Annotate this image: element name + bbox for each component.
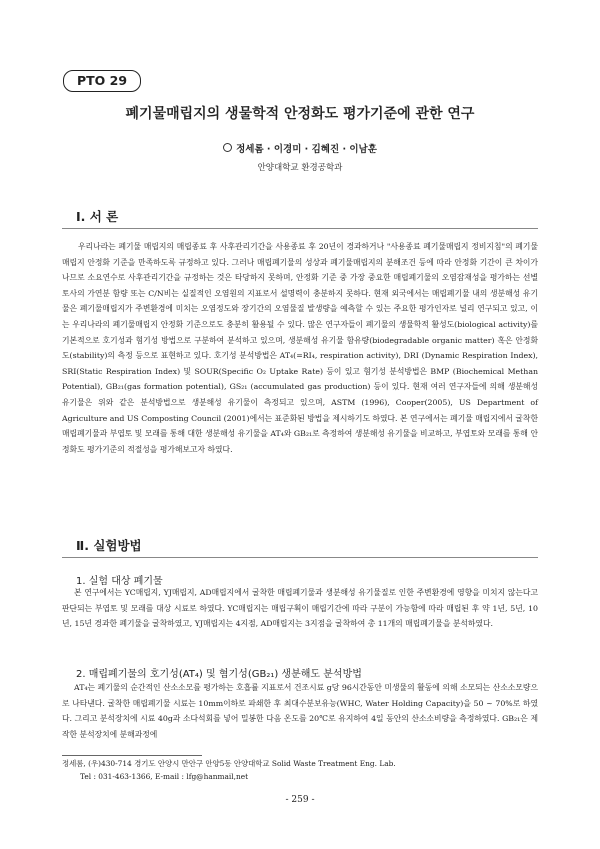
intro-paragraph: 우리나라는 폐기물 매립지의 매립종료 후 사후관리기간을 사용종료 후 20년이 경과하거나 "사용종료 폐기물매립지 정비지침"의 폐기물매립지 안정화 기준을 만족하도록 규정하고 있다. 그러나 매립폐기물의 성상과 폐기물매립지의 분해조건 등에 따라 안정화 기간이 큰 차이가 나므로 소요연수로 사후관리기간을 규정하는 것은 타당하지 못하며, 안정화 기준 중 가장 중요한 매립폐기물의 오염잠재성을 평가하는 선별토사의 가연분 함량 또는 C/N비는 실질적인 오염원의 지표로서 설명력이 충분하지 못하다. 현재 외국에서는 매립폐기물 내의 생분해성 유기물은 폐기물매립지가 주변환경에 미치는 오염정도와 장기간의 오염물질 발생량을 예측할 수 있는 주요한 평가인자로 널리 연구되고 있고, 이는 우리나라의 폐기물매립지 안정화 기준으로도 충분히 활용될 수 있다. 많은 연구자들이 폐기물의 생물학적 활성도(biological activity)를 기본적으로 호기성과 혐기성 방법으로 구분하여 분석하고 있으며, 생분해성 유기물 함유량(biodegradable organic matter) 혹은 안정화도(stability)의 측정 등으로 표현하고 있다. 호기성 분석방법은 AT₄(=RI₄, respiration activity), DRI (Dynamic Respiration Index), SRI(Static Respiration Index) 및 SOUR(Specific O₂ Uptake Rate) 등이 있고 혐기성 분석방법은 BMP (Biochemical Methan Potential), GB₂₁(gas formation potential), GS₂₁ (accumulated gas production) 등이 있다. 현재 여러 연구자들에 의해 생분해성 유기물은 위와 같은 분석방법으로 생분해성 유기물이 측정되고 있으며, ASTM (1996), Cooper(2005), US Department of Agriculture and US Composting Council (2001)에서는 표준화된 방법을 제시하기도 하였다. 본 연구에서는 폐기물 매립지에서 굴착한 매립폐기물과 부엽토 및 모래를 통해 대한 생분해성 유기물을 AT₄와 GB₂₁로 측정하여 생분해성 유기물을 비교하고, 부엽토와 모래를 통해 안정화도 평가기준의 적절성을 평가해보고자 하였다. xyxy=(62,242,538,454)
methods-heading-rule xyxy=(62,557,538,558)
footnote xyxy=(62,757,538,783)
subsection-2-paragraph: AT₄는 폐기물의 순간적인 산소소모를 평가하는 호흡률 지표로서 건조시료 g당 96시간동안 미생물의 활동에 의해 소모되는 산소소모량으로 나타낸다. 굴착한 매립폐기물 시료는 10mm이하로 파쇄한 후 최대수분보유능(WHC, Water Holding Capacity)을 50 ~ 70%로 하였다. 그리고 분석장치에 시료 40g과 소다석회를 넣어 밀봉한 다음 온도를 20℃로 유지하여 4일 동안의 산소소비량을 측정하였다. GB₂₁은 제작한 분석장치에 분해과정에 xyxy=(62,683,538,739)
intro-heading-rule xyxy=(62,228,538,229)
methods-heading: Ⅱ. 실험방법 xyxy=(76,538,142,553)
footnote-contact: 정세롬, (우)430-714 경기도 안양시 만안구 안양5동 안양대학교 Solid Waste Treatment Eng. Lab. xyxy=(62,759,396,768)
footnote-rule xyxy=(62,755,202,756)
affiliation: 안양대학교 환경공학과 xyxy=(257,163,343,173)
author-line xyxy=(0,141,600,155)
page-number: - 259 - xyxy=(285,795,315,805)
presenter-circle-icon xyxy=(223,143,232,152)
authors: 정세롬 · 이경미 · 김혜진 · 이남훈 xyxy=(236,144,377,155)
footnote-tel-email: Tel : 031-463-1366, E-mail : lfg@hanmail,net xyxy=(80,772,249,781)
paper-title: 폐기물매립지의 생물학적 안정화도 평가기준에 관한 연구 xyxy=(125,106,475,122)
subsection-1-heading: 1. 실험 대상 폐기물 xyxy=(76,576,163,587)
subsection-1-paragraph: 본 연구에서는 YC매립지, YJ매립지, AD매립지에서 굴착한 매립폐기물과 생분해성 유기물질로 인한 주변환경에 영향을 미치지 않는다고 판단되는 부엽토 및 모래를 대상 시료로 하였다. YC매립지는 매립구획이 매립기간에 따라 구분이 가능함에 따라 매립된 후 약 1년, 5년, 10년, 15년 경과한 폐기물을 굴착하였고, YJ매립지는 4지점, AD매립지는 3지점을 굴착하여 총 11개의 매립폐기물을 분석하였다. xyxy=(62,588,538,629)
intro-heading: Ⅰ. 서 론 xyxy=(76,209,119,224)
subsection-2-heading: 2. 매립폐기물의 호기성(AT₄) 및 혐기성(GB₂₁) 생분해도 분석방법 xyxy=(76,669,362,680)
session-badge: PTO 29 xyxy=(63,70,141,92)
